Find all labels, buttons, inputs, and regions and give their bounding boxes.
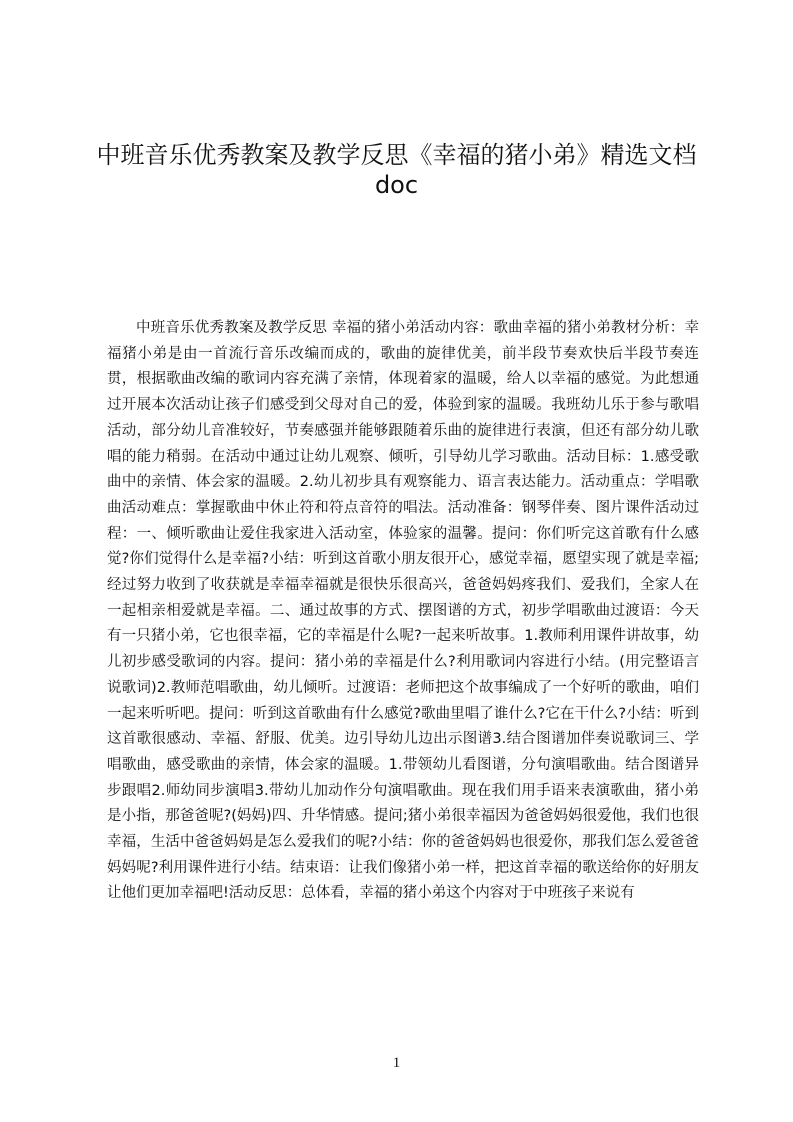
document-title	[0, 140, 793, 200]
document-body: 中班音乐优秀教案及教学反思 幸福的猪小弟活动内容：歌曲幸福的猪小弟教材分析：幸福猪小弟是由一首流行音乐改编而成的，歌曲的旋律优美，前半段节奏欢快后半段节奏连贯，根据歌曲改编的歌词内容充满了亲情，体现着家的温暖，给人以幸福的感觉。为此想通过开展本次活动让孩子们感受到父母对自己的爱，体验到家的温暖。我班幼儿乐于参与歌唱活动，部分幼儿音准较好，节奏感强并能够跟随着乐曲的旋律进行表演，但还有部分幼儿歌唱的能力稍弱。在活动中通过让幼儿观察、倾听，引导幼儿学习歌曲。活动目标：1.感受歌曲中的亲情、体会家的温暖。2.幼儿初步具有观察能力、语言表达能力。活动重点：学唱歌曲活动难点：掌握歌曲中休止符和符点音符的唱法。活动准备：钢琴伴奏、图片课件活动过程：一、倾听歌曲让爱住我家进入活动室，体验家的温馨。提问：你们听完这首歌有什么感觉?你们觉得什么是幸福?小结：听到这首歌小朋友很开心，感觉幸福，愿望实现了就是幸福;经过努力收到了收获就是幸福幸福就是很快乐很高兴，爸爸妈妈疼我们、爱我们，全家人在一起相亲相爱就是幸福。二、通过故事的方式、摆图谱的方式，初步学唱歌曲过渡语：今天有一只猪小弟，它也很幸福，它的幸福是什么呢?一起来听故事。1.教师利用课件讲故事，幼儿初步感受歌词的内容。提问：猪小弟的幸福是什么?利用歌词内容进行小结。(用完整语言说歌词)2.教师范唱歌曲，幼儿倾听。过渡语：老师把这个故事编成了一个好听的歌曲，咱们一起来听听吧。提问：听到这首歌曲有什么感觉?歌曲里唱了谁什么?它在干什么?小结：听到这首歌很感动、幸福、舒服、优美。边引导幼儿边出示图谱3.结合图谱加伴奏说歌词三、学唱歌曲，感受歌曲的亲情，体会家的温暖。1.带领幼儿看图谱，分句演唱歌曲。结合图谱异步跟唱2.师幼同步演唱3.带幼儿加动作分句演唱歌曲。现在我们用手语来表演歌曲，猪小弟是小指，那爸爸呢?(妈妈)四、升华情感。提问;猪小弟很幸福因为爸爸妈妈很爱他，我们也很幸福，生活中爸爸妈妈是怎么爱我们的呢?小结：你的爸爸妈妈也很爱你，那我们怎么爱爸爸妈妈呢?利用课件进行小结。结束语：让我们像猪小弟一样，把这首幸福的歌送给你的好朋友让他们更加幸福吧!活动反思：总体看，幸福的猪小弟这个内容对于中班孩子来说有	[107, 320, 699, 902]
title-line-main: 中班音乐优秀教案及教学反思《幸福的猪小弟》精选文档	[96, 141, 697, 169]
title-line-suffix: doc	[374, 171, 419, 199]
page-number: 1	[392, 1055, 401, 1071]
